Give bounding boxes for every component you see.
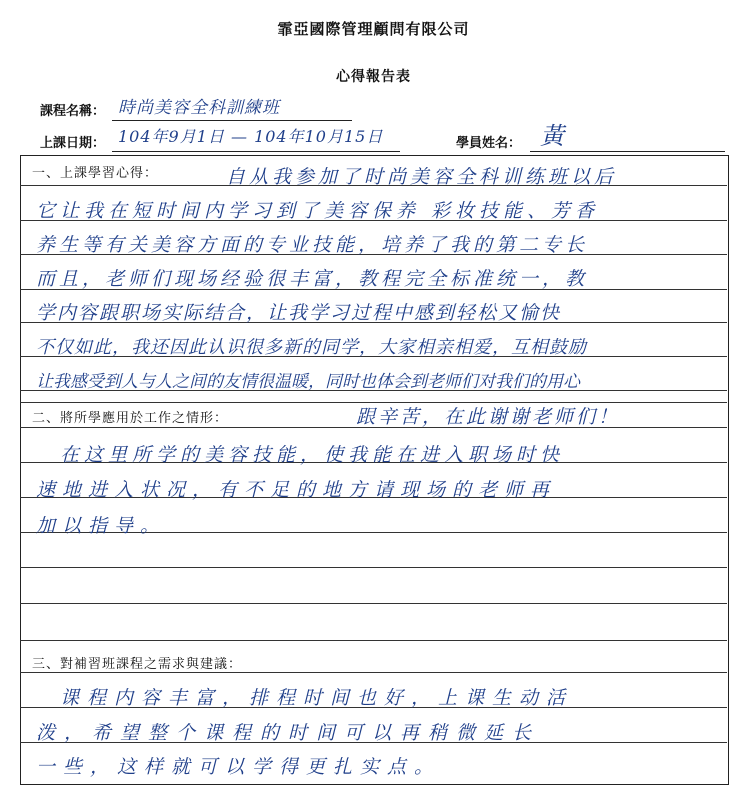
- rule-line: [20, 567, 727, 568]
- section-1-heading: 一、上課學習心得：: [32, 162, 162, 181]
- section-1-line: 自从我参加了时尚美容全科训练班以后: [226, 166, 618, 188]
- student-name-label: 學員姓名：: [456, 136, 522, 151]
- student-name-value: 黃: [540, 122, 565, 150]
- course-name-label: 課程名稱：: [40, 104, 106, 119]
- company-name: 霏亞國際管理顧問有限公司: [277, 20, 470, 38]
- section-1-line: 让我感受到人与人之间的友情很温暖，同时也体会到老师们对我们的用心: [36, 372, 580, 392]
- section-1-line: 而且，老师们现场经验很丰富，教程完全标准统一，教: [36, 268, 589, 290]
- section-3-line: 课程内容丰富，排程时间也好，上课生动活: [60, 687, 574, 709]
- section-1-line: 不仅如此，我还因此认识很多新的同学，大家相亲相爱，互相鼓励: [36, 337, 587, 358]
- section-2-line: 速地进入状况，有不足的地方请现场的老师再: [36, 479, 557, 501]
- section-2-heading: 二、將所學應用於工作之情形：: [32, 407, 232, 426]
- form-title: 心得報告表: [336, 69, 411, 85]
- course-name-value: 時尚美容全科訓練班: [118, 98, 280, 118]
- section-1-line: 它让我在短时间内学习到了美容保养 彩妆技能、芳香: [36, 200, 600, 222]
- rule-line: [20, 603, 727, 604]
- class-date-value: 104年9月1日 — 104年10月15日: [118, 127, 384, 146]
- section-3-heading: 三、對補習班課程之需求與建議：: [32, 653, 246, 672]
- section-1-line: 养生等有关美容方面的专业技能，培养了我的第二专长: [36, 234, 589, 256]
- section-3-line: 泼，希望整个课程的时间可以再稍微延长: [36, 722, 541, 744]
- section-1-line: 跟辛苦，在此谢谢老师们！: [356, 406, 621, 428]
- rule-line: [20, 672, 727, 673]
- section-divider: [20, 640, 727, 641]
- class-date-underline: [112, 151, 400, 152]
- section-2-line: 在这里所学的美容技能，使我能在进入职场时快: [60, 444, 565, 466]
- student-name-underline: [530, 151, 725, 152]
- section-2-line: 加以指导。: [36, 515, 167, 537]
- section-3-line: 一些，这样就可以学得更扎实点。: [36, 756, 442, 778]
- course-name-underline: [112, 120, 352, 121]
- section-1-line: 学内容跟职场实际结合，让我学习过程中感到轻松又愉快: [36, 302, 562, 324]
- class-date-label: 上課日期：: [40, 136, 106, 151]
